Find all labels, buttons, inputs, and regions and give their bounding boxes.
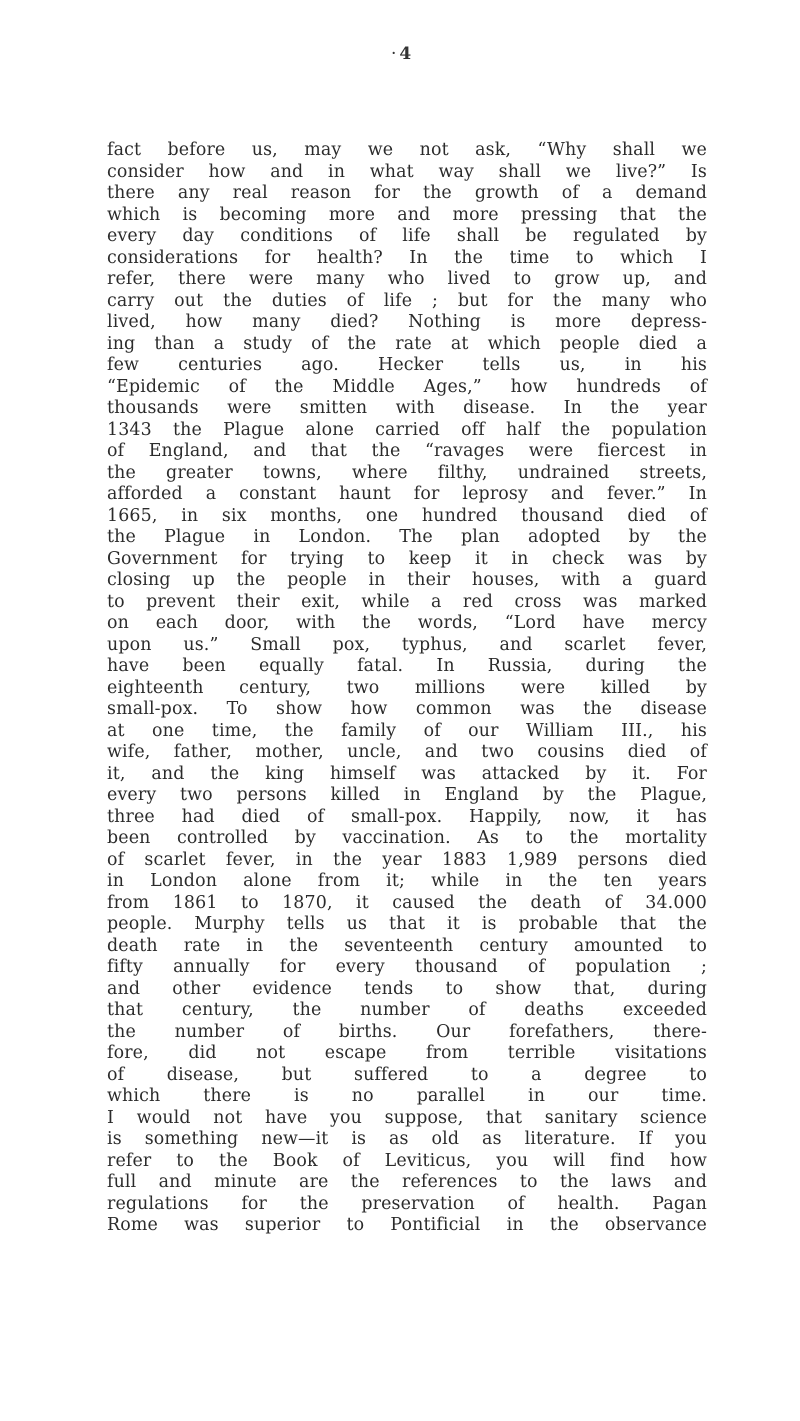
text-line: closing up the people in their houses, with a guard [107,570,707,590]
text-line: eighteenth century, two millions were killed by [107,677,707,698]
text-line: every two persons killed in England by the Plague, [107,785,707,805]
text-line: it, and the king himself was attacked by it. For [107,763,707,784]
text-line: refer to the Book of Leviticus, you will find how [107,1150,707,1171]
text-line: Government for trying to keep it in check was by [107,548,707,569]
page-number-value: 4 [399,44,412,64]
text-line: been controlled by vaccination. As to the mortality [107,828,707,848]
body-text [107,140,707,1237]
text-line: people. Murphy tells us that it is probable that the [107,914,707,934]
text-line: at one time, the family of our William III., his [107,720,707,741]
text-line: full and minute are the references to the laws and [107,1172,707,1192]
text-line: thousands were smitten with disease. In the year [107,398,707,418]
text-line: wife, father, mother, uncle, and two cousins died of [107,742,707,762]
text-line: few centuries ago. Hecker tells us, in his [107,355,707,375]
text-line: the Plague in London. The plan adopted by the [107,527,707,547]
text-line: on each door, with the words, “Lord have mercy [107,613,707,633]
text-line: of scarlet fever, in the year 1883 1,989 persons died [107,849,707,870]
page-number-mark: · [391,44,397,64]
text-line: in London alone from it; while in the ten years [107,871,707,891]
text-line: ing than a study of the rate at which people died a [107,333,707,354]
text-line: is something new—it is as old as literature. If you [107,1129,707,1149]
text-line: fact before us, may we not ask, “Why shall we [107,140,707,160]
text-line: death rate in the seventeenth century amounted to [107,935,707,956]
text-line: small-pox. To show how common was the disease [107,699,707,719]
text-line: and other evidence tends to show that, during [107,978,707,999]
text-line: three had died of small-pox. Happily, now, it has [107,806,707,827]
text-line: lived, how many died? Nothing is more depress- [107,312,707,332]
text-line: refer, there were many who lived to grow up, and [107,269,707,289]
text-line: of disease, but suffered to a degree to [107,1064,707,1085]
text-line: there any real reason for the growth of a demand [107,183,707,203]
text-line: carry out the duties of life ; but for the many who [107,290,707,311]
text-line: the greater towns, where filthy, undrained streets, [107,462,707,483]
text-line: “Epidemic of the Middle Ages,” how hundreds of [107,376,707,397]
text-line: that century, the number of deaths exceeded [107,1000,707,1020]
text-line: I would not have you suppose, that sanitary science [107,1107,707,1128]
text-line: every day conditions of life shall be regulated by [107,226,707,246]
text-line: considerations for health? In the time to which I [107,247,707,268]
text-line: the number of births. Our forefathers, there- [107,1021,707,1042]
text-line: consider how and in what way shall we live?” Is [107,161,707,182]
text-line: have been equally fatal. In Russia, during the [107,656,707,676]
text-line: 1665, in six months, one hundred thousand died of [107,505,707,526]
text-line: from 1861 to 1870, it caused the death of 34.000 [107,892,707,913]
text-line: to prevent their exit, while a red cross was marked [107,591,707,612]
page-number [391,44,411,64]
text-line: afforded a constant haunt for leprosy and fever.” In [107,484,707,504]
text-line: 1343 the Plague alone carried off half the population [107,419,707,440]
text-line: fifty annually for every thousand of population ; [107,957,707,977]
text-line: fore, did not escape from terrible visitations [107,1043,707,1063]
text-line: regulations for the preservation of health. Pagan [107,1193,707,1214]
text-line: of England, and that the “ravages were fiercest in [107,441,707,461]
text-line: which is becoming more and more pressing that the [107,204,707,225]
text-line: upon us.” Small pox, typhus, and scarlet fever, [107,634,707,655]
text-line: which there is no parallel in our time. [107,1086,707,1106]
text-line: Rome was superior to Pontificial in the observance [107,1215,707,1235]
